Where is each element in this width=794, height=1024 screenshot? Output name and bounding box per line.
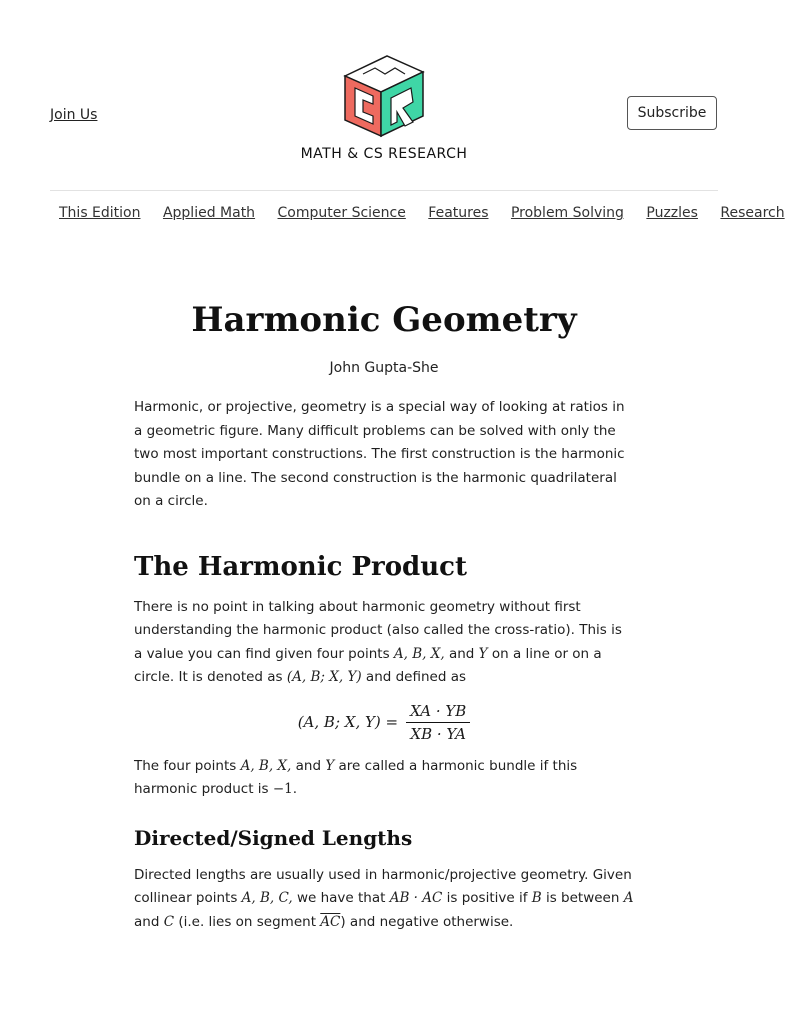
text-run: and: [134, 913, 164, 930]
math-inline: −1: [272, 781, 293, 797]
nav-item-this-edition[interactable]: This Edition: [59, 205, 141, 221]
nav-item-computer-science[interactable]: Computer Science: [277, 205, 406, 221]
formula-fraction: [406, 702, 470, 743]
article-author: John Gupta-She: [329, 360, 439, 376]
nav-item-features[interactable]: Features: [428, 205, 489, 221]
math-inline: (A, B; X, Y): [286, 669, 362, 685]
cross-ratio-formula: [134, 702, 634, 743]
text-run: and: [291, 757, 326, 774]
nav-item-problem-solving[interactable]: Problem Solving: [510, 205, 624, 221]
logo-wordmark: MATH & CS RESEARCH: [300, 146, 468, 162]
nav-item-research[interactable]: Research: [720, 205, 785, 221]
math-inline: A: [623, 890, 634, 906]
formula-denominator: XB · YA: [406, 722, 470, 743]
text-run: and defined as: [361, 669, 467, 685]
intro-paragraph: Harmonic, or projective, geometry is a special way of looking at ratios in a geometric figure. Many difficult problems can be solved with only the two most important constructions. The first construction is the harmonic bundle on a line. The second construction is the harmonic quadrilateral on a circle.: [134, 399, 625, 509]
math-inline: C: [163, 913, 175, 930]
text-run: on a line or on a circle. It is denoted as: [134, 645, 602, 685]
formula-lhs: (A, B; X, Y) =: [297, 713, 399, 731]
text-run: (i.e. lies on segment: [174, 913, 321, 930]
text-run: and: [444, 645, 479, 662]
math-inline-segment: $\overline{AC}$: [320, 913, 341, 930]
math-inline: Y: [325, 757, 335, 774]
text-run: There is no point in talking about harmonic geometry without first understanding the harmonic product (also called the cross-ratio). This is a value you can find given four points: [134, 598, 622, 662]
math-inline: AB · AC: [389, 890, 443, 906]
text-run: is positive if: [442, 890, 532, 906]
math-inline: A, B, X,: [240, 757, 292, 774]
math-inline: A, B, X,: [393, 645, 445, 662]
nav-item-puzzles[interactable]: Puzzles: [646, 205, 698, 221]
mcr-logo-icon: [341, 52, 427, 138]
section-heading-directed-lengths: Directed/Signed Lengths: [134, 825, 413, 850]
site-logo[interactable]: [268, 52, 500, 162]
subscribe-button[interactable]: Subscribe: [627, 96, 717, 130]
formula-numerator: XA · YB: [410, 701, 467, 720]
text-run: is between: [541, 890, 624, 906]
text-run: are called a harmonic bundle if this harmonic product is: [134, 757, 578, 797]
text-run: The four points: [134, 757, 241, 774]
site-header: [0, 0, 768, 190]
header-divider: [50, 190, 718, 191]
math-inline: A, B, C,: [241, 890, 293, 906]
section-heading-harmonic-product: The Harmonic Product: [134, 551, 467, 582]
math-inline: B: [531, 890, 542, 906]
directed-lengths-paragraph: [134, 864, 634, 935]
text-run: .: [292, 781, 298, 797]
harmonic-product-paragraph: [134, 596, 634, 690]
text-run: ) and negative otherwise.: [340, 913, 514, 930]
text-run: Directed lengths are usually used in harmonic/projective geometry. Given collinear points: [134, 866, 632, 906]
harmonic-bundle-paragraph: [134, 755, 634, 802]
join-us-link[interactable]: Join Us: [50, 107, 98, 123]
math-inline: Y: [478, 645, 488, 662]
article-body: [134, 300, 634, 934]
text-run: we have that: [292, 890, 390, 906]
section-nav: [50, 205, 785, 231]
page-title: Harmonic Geometry: [191, 300, 577, 340]
nav-item-applied-math[interactable]: Applied Math: [162, 205, 256, 221]
